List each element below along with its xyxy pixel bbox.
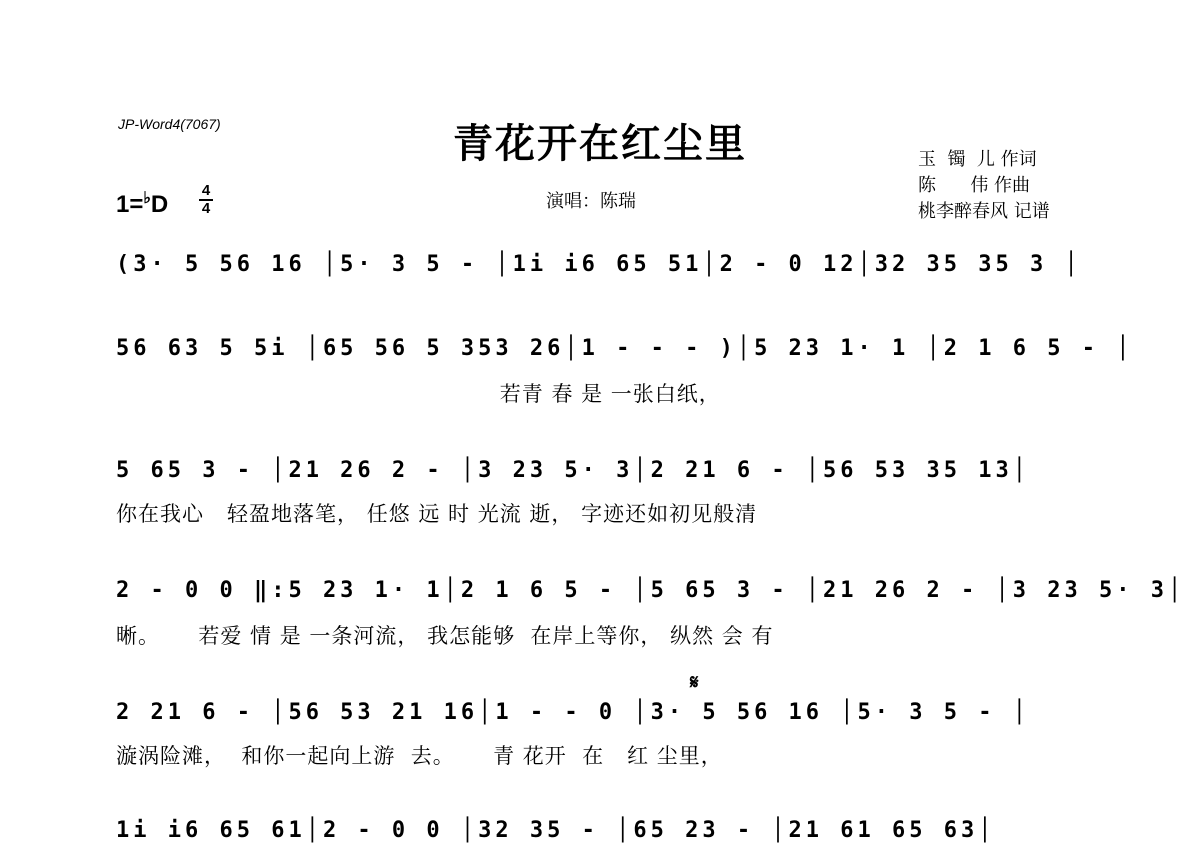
score-line-4: 2 - 0 0 ‖:5 23 1· 1│2 1 6 5 - │5 65 3 - │21 26 2 - │3 23 5· 3│ bbox=[116, 578, 1186, 603]
credits: 玉 镯 儿 作词 陈 伟 作曲 桃李醉春风 记谱 bbox=[918, 149, 1050, 222]
lyrics-line-4: 晰。 若爱 情 是 一条河流， 我怎能够 在岸上等你， 纵然 会 有 bbox=[116, 624, 774, 648]
key-note: D bbox=[150, 191, 169, 218]
score-line-2: 56 63 5 5i │65 56 5 353 26│1 - - - )│5 23 1· 1 │2 1 6 5 - │ bbox=[116, 336, 1134, 361]
key-signature bbox=[116, 188, 168, 219]
singer-label: 演唱：陈瑞 bbox=[546, 191, 636, 212]
lyrics-line-3: 你在我心 轻盈地落笔， 任悠 远 时 光流 逝， 字迹还如初见般清 bbox=[116, 502, 758, 526]
time-top: 4 bbox=[201, 182, 211, 199]
source-label: JP-Word4(7067) bbox=[118, 116, 221, 132]
score-line-5: 2 21 6 - │56 53 21 16│1 - - 0 │3· 5 56 16 │5· 3 5 - │ bbox=[116, 700, 1030, 725]
score-line-3: 5 65 3 - │21 26 2 - │3 23 5· 3│2 21 6 - │56 53 35 13│ bbox=[116, 458, 1030, 483]
score-line-6: 1i i6 65 61│2 - 0 0 │32 35 - │65 23 - │21 61 65 63│ bbox=[116, 818, 996, 843]
time-bottom: 4 bbox=[201, 200, 211, 217]
lyrics-line-5: 漩涡险滩， 和你一起向上游 去。 青 花开 在 红 尘里， bbox=[116, 744, 723, 768]
key-prefix: 1= bbox=[116, 191, 144, 218]
time-signature bbox=[199, 184, 213, 216]
segno-icon: 𝄋 bbox=[690, 670, 699, 694]
lyrics-line-2: 若青 春 是 一张白纸， bbox=[116, 382, 721, 406]
song-title: 青花开在红尘里 bbox=[453, 120, 747, 167]
flat-icon: ♭ bbox=[143, 190, 151, 207]
score-line-1: (3· 5 56 16 │5· 3 5 - │1i i6 65 51│2 - 0 12│32 35 35 3 │ bbox=[116, 252, 1082, 277]
